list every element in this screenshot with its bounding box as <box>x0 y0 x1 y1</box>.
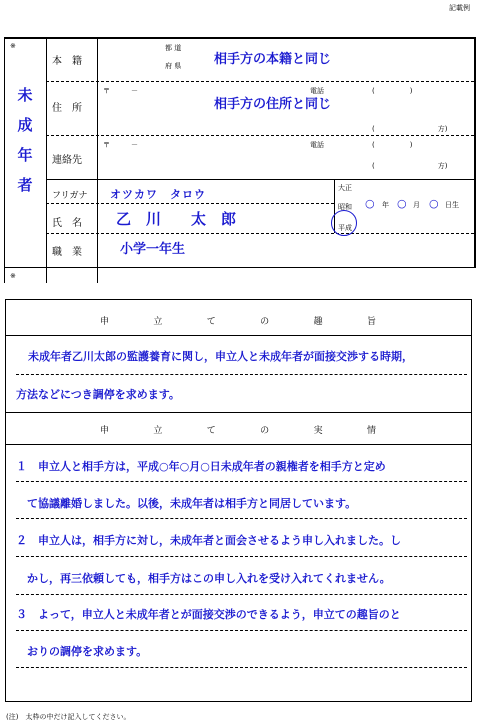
address-phone-paren: ( ) <box>372 87 413 95</box>
address-value: 相手方の住所と同じ <box>214 97 332 112</box>
era-taisho: 大正 <box>338 184 352 192</box>
address-postal: 〒 － <box>103 87 138 95</box>
name-value: 乙 川 太 郎 <box>116 210 237 228</box>
facts-header: 申 立 て の 実 情 <box>100 426 376 436</box>
facts-line-3: ２ 申立人は，相手方に対し，未成年者と面会させるよう申し入れました。し <box>16 534 401 547</box>
occupation-label: 職 業 <box>52 247 82 258</box>
occupation-value: 小学一年生 <box>120 242 186 257</box>
furigana-label: フリガナ <box>52 191 88 201</box>
birth-circle-month: ○ <box>397 197 407 210</box>
contact-postal: 〒 － <box>103 141 138 149</box>
birth-circle-year: ○ <box>365 197 375 210</box>
birth-day-unit: 日生 <box>445 201 459 209</box>
honseki-value: 相手方の本籍と同じ <box>214 52 332 67</box>
contact-kata: ( 方) <box>372 162 448 170</box>
facts-line-5: ３ よって，申立人と未成年者とが面接交渉のできるよう，申立ての趣旨のと <box>16 608 401 621</box>
note-mark-top: ※ <box>10 42 16 50</box>
footnote: (注) 太枠の中だけ記入してください。 <box>6 713 131 721</box>
minor-vertical-title: 未 成 年 者 <box>17 86 33 194</box>
facts-line-2: て協議離婚しました。以後，未成年者は相手方と同居しています。 <box>16 497 357 510</box>
contact-phone-label: 電話 <box>310 141 324 149</box>
purpose-line-1: 未成年者乙川太郎の監護養育に関し，申立人と未成年者が面接交渉する時期， <box>28 350 413 363</box>
address-kata: ( 方) <box>372 125 448 133</box>
furigana-value: オツカワ タロウ <box>110 188 206 201</box>
era-heisei: 平成 <box>338 224 352 232</box>
address-phone-label: 電話 <box>310 87 324 95</box>
facts-line-4: かし，再三依頼しても，相手方はこの申し入れを受け入れてくれません。 <box>16 572 391 585</box>
honseki-label: 本 籍 <box>52 56 82 67</box>
sample-label: 記載例 <box>449 4 470 12</box>
note-mark-bottom: ※ <box>10 272 16 280</box>
facts-line-6: おりの調停を求めます。 <box>16 645 148 658</box>
address-label: 住 所 <box>52 103 82 114</box>
birth-month-unit: 月 <box>413 201 420 209</box>
contact-label: 連絡先 <box>52 155 82 166</box>
birth-circle-day: ○ <box>429 197 439 210</box>
name-label: 氏 名 <box>52 218 82 229</box>
birth-year-unit: 年 <box>382 201 389 209</box>
todofuken-bottom: 府 県 <box>165 62 182 70</box>
era-showa: 昭和 <box>338 203 352 211</box>
era-selection-circle <box>331 210 357 236</box>
todofuken-top: 都 道 <box>165 44 182 52</box>
facts-line-1: １ 申立人と相手方は，平成○年○月○日未成年者の親権者を相手方と定め <box>16 460 386 473</box>
contact-phone-paren: ( ) <box>372 141 413 149</box>
purpose-line-2: 方法などにつき調停を求めます。 <box>16 388 180 401</box>
purpose-header: 申 立 て の 趣 旨 <box>100 317 376 327</box>
